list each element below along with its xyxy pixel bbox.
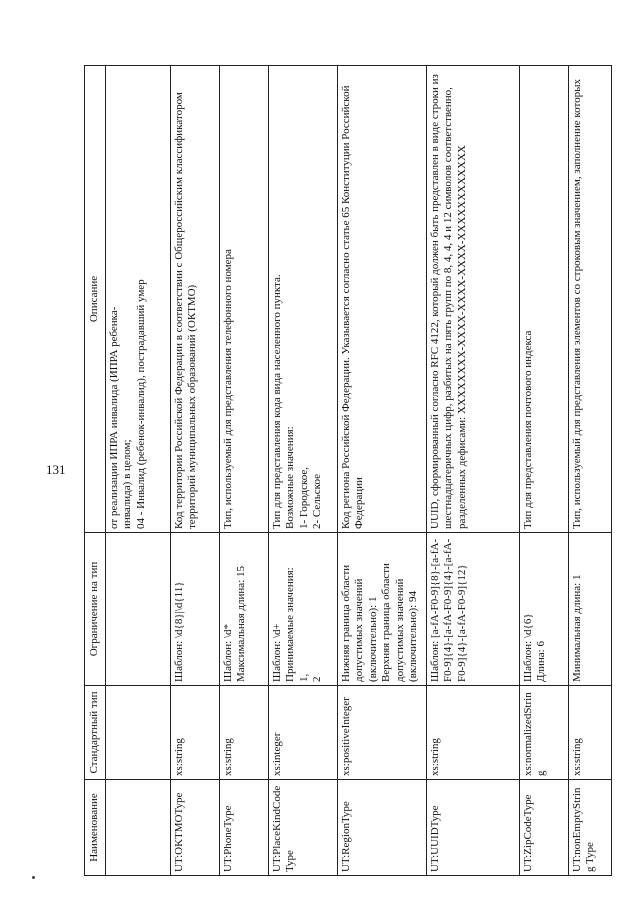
cell-description: [269, 66, 338, 533]
cell-type: xs:positiveInteger: [338, 686, 427, 780]
cell-type: xs:string: [427, 686, 520, 780]
cell-name: UT:PlaceKindCode Type: [269, 780, 338, 876]
cell-description: [427, 66, 520, 533]
description-line: 1- Городское,: [297, 466, 310, 529]
cell-name: UT:nonEmptyString Type: [569, 780, 612, 876]
restriction-line: 2: [311, 676, 324, 682]
cell-restriction: [520, 533, 569, 686]
table-row: [338, 66, 427, 876]
cell-restriction: [569, 533, 612, 686]
table-header-row: [85, 66, 106, 876]
header-description: Описание: [85, 66, 106, 533]
cell-type: xs:string: [569, 686, 612, 780]
description-line: Тип для представления почтового индекса: [522, 330, 534, 529]
description-line: от реализации ИПРА инвалида (ИПРА ребенка-: [108, 306, 120, 529]
cell-name: UT:ZipCodeType: [520, 780, 569, 876]
cell-name: UT:RegionType: [338, 780, 427, 876]
description-line: 2- Сельское: [311, 474, 324, 529]
table-row: [427, 66, 520, 876]
cell-type: xs:string: [171, 686, 220, 780]
restriction-line: Шаблон: [a-fA-F0-9]{8}-[a-fA-F0-9]{4}-[a-fA-F0-9]{4}-[a-fA-F0-9]{4}-[a-fA-F0-9]{12}: [429, 538, 468, 682]
cell-description: [171, 66, 220, 533]
restriction-line: Длина: 6: [535, 641, 548, 682]
restriction-line: Минимальная длина: 1: [571, 574, 583, 682]
restriction-line: Максимальная длина: 15: [235, 566, 248, 682]
description-line: инвалида) в целом;: [121, 439, 134, 529]
table-row: [520, 66, 569, 876]
header-restriction: Ограничение на тип: [85, 533, 106, 686]
cell-restriction: [427, 533, 520, 686]
cell-restriction: [220, 533, 269, 686]
description-line: Возможные значения:: [284, 426, 297, 529]
restriction-line: 1,: [297, 673, 310, 682]
cell-description: [106, 66, 171, 533]
cell-restriction: [106, 533, 171, 686]
table-row: [269, 66, 338, 876]
restriction-line: Верхняя граница области допустимых значений (включительно): 94: [380, 563, 420, 682]
description-line: Код территории Российской Федерации в соответствии с Общероссийским классификатором территорий муниципальных образований (ОКТМО): [173, 92, 199, 529]
cell-restriction: [171, 533, 220, 686]
description-line: Тип, используемый для представления элементов со строковым значением, заполнение которых: [571, 78, 583, 529]
cell-type: xs:integer: [269, 686, 338, 780]
table-row: [106, 66, 171, 876]
cell-description: [338, 66, 427, 533]
cell-description: [520, 66, 569, 533]
cell-description: [220, 66, 269, 533]
restriction-line: Шаблон: \d+: [271, 623, 283, 682]
cell-name: UT:OKTMOType: [171, 780, 220, 876]
header-name: Наименование: [85, 780, 106, 876]
cell-type: xs:string: [220, 686, 269, 780]
rotated-table-container: [84, 66, 634, 876]
description-line: Тип, используемый для представления телефонного номера: [222, 249, 234, 529]
cell-name: UT:PhoneType: [220, 780, 269, 876]
table-row: [220, 66, 269, 876]
restriction-line: Принимаемые значения:: [284, 567, 297, 682]
description-line: Код региона Российской Федерации. Указывается согласно статье 65 Конституции Российской Федерации: [340, 85, 366, 529]
cell-restriction: [269, 533, 338, 686]
cell-type: xs:normalizedString: [520, 686, 569, 780]
cell-name: UT:UUIDType: [427, 780, 520, 876]
restriction-line: Шаблон: \d*: [222, 623, 234, 682]
cell-type: [106, 686, 171, 780]
table-row: [569, 66, 612, 876]
cell-description: [569, 66, 612, 533]
cell-name: [106, 780, 171, 876]
description-line: UUID, сформированный согласно RFC 4122, который должен быть представлен в виде строки из шестнадцатеричных цифр, разбитых на пять групп по 8, 4, 4, 4 и 12 символов соответственно, разделенных дефисами: XXXXXXXX-XXXX-XXXX-XXXX-XXXXXXXXXXXX: [429, 74, 468, 529]
header-standard-type: Стандартный тип: [85, 686, 106, 780]
restriction-line: Нижняя граница области допустимых значений (включительно): 1: [340, 564, 379, 682]
description-line: 04 - Инвалид (ребенок-инвалид), пострадавший умер: [134, 279, 147, 529]
page-number: 131: [46, 462, 66, 477]
restriction-line: Шаблон: \d{8}|\d{11}: [173, 581, 185, 682]
table-row: [171, 66, 220, 876]
restriction-line: Шаблон: \d{6}: [522, 613, 534, 682]
cell-restriction: [338, 533, 427, 686]
description-line: Тип для представления кода вида населенного пункта.: [271, 274, 283, 529]
type-definition-table: [84, 65, 612, 876]
